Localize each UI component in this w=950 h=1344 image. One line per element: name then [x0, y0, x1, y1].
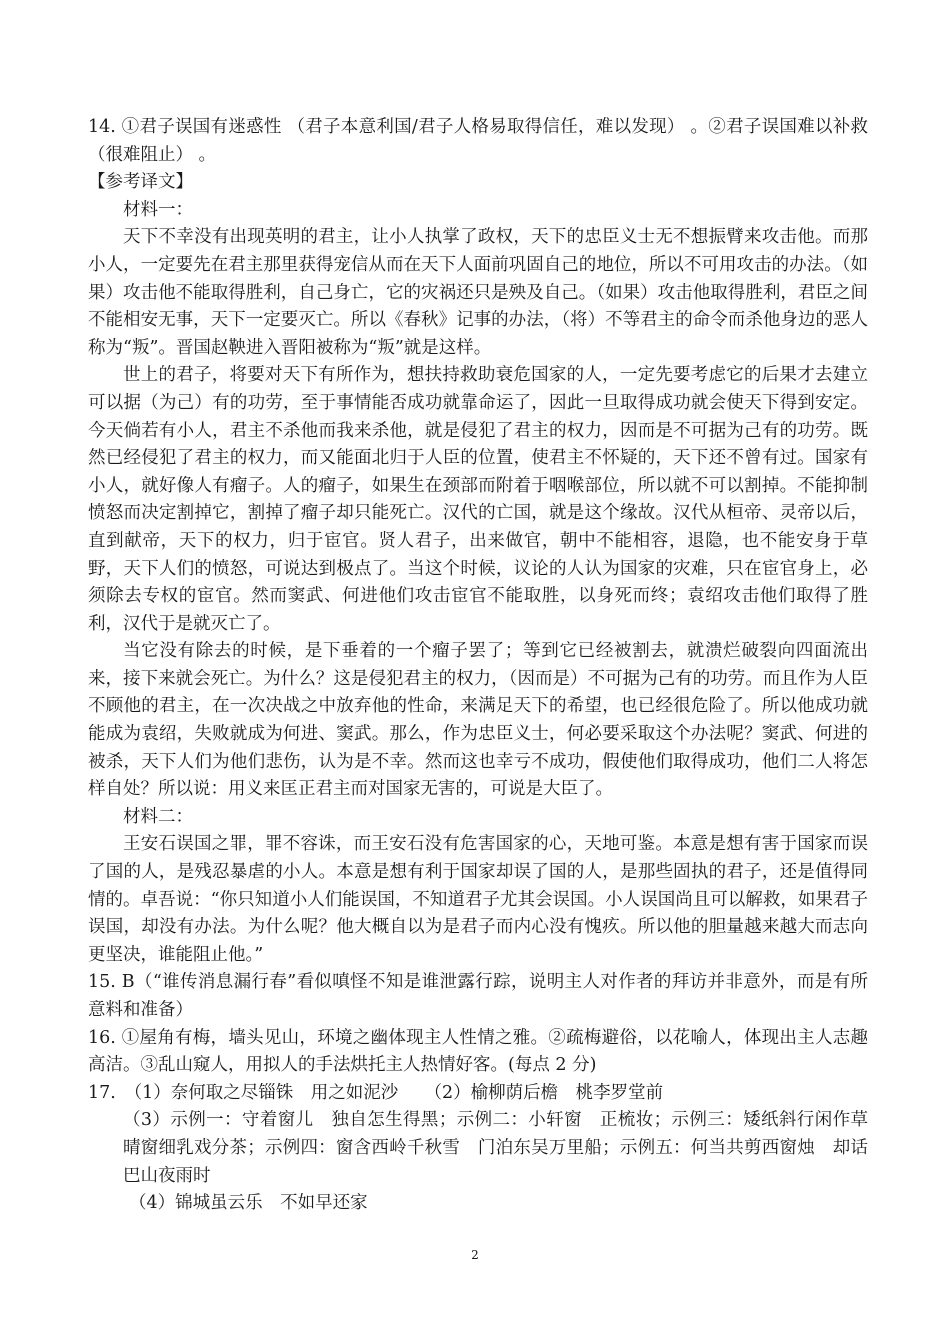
answer-14: 14. ①君子误国有迷惑性 （君子本意利国/君子人格易取得信任，难以发现） 。②君子误国难以补救（很难阻止） 。 [88, 117, 868, 165]
material-1-label: 材料一： [123, 199, 193, 220]
answer-15: 15. B（“谁传消息漏行春”看似嗔怪不知是谁泄露行踪，说明主人对作者的拜访并非意外，而是有所意料和准备） [88, 972, 868, 1020]
answer-17-part-1-2: 17. （1）奈何取之尽锱铢 用之如泥沙 （2）榆柳荫后檐 桃李罗堂前 [88, 1082, 664, 1103]
answer-17-part-3: （3）示例一：守着窗儿 独自怎生得黑；示例二：小轩窗 正梳妆；示例三：矮纸斜行闲作草 晴窗细乳戏分茶；示例四：窗含西岭千秋雪 门泊东吴万里船；示例五：何当共剪西窗烛 却话巴山夜雨时 [123, 1110, 886, 1186]
translation-heading: 【参考译文】 [88, 172, 193, 193]
material-1-paragraph-1: 天下不幸没有出现英明的君主，让小人执掌了政权，天下的忠臣义士无不想振臂来攻击他。而那小人，一定要先在君主那里获得宠信从而在天下人面前巩固自己的地位，所以不可用攻击的办法。（如果）攻击他不能取得胜利，自己身亡，它的灾祸还只是殃及自己。（如果）攻击他取得胜利，君臣之间不能相安无事，天下一定要灭亡。所以《春秋》记事的办法，（将）不等君主的命令而杀他身边的恶人称为“叛”。晋国赵鞅进入晋阳被称为“叛”就是这样。 [88, 227, 868, 358]
answer-content [88, 114, 886, 1218]
answer-17-part-4: （4）锦城虽云乐 不如早还家 [129, 1193, 368, 1214]
page-number: 2 [471, 1248, 479, 1262]
material-1-paragraph-3: 当它没有除去的时候，是下垂着的一个瘤子罢了；等到它已经被割去，就溃烂破裂向四面流出来，接下来就会死亡。为什么？这是侵犯君主的权力，（因而是）不可据为己有的功劳。而且作为人臣不顾他的君主，在一次决战之中放弃他的性命，来满足天下的希望，也已经很危险了。所以他成功就能成为袁绍，失败就成为何进、窦武。那么，作为忠臣义士，何必要采取这个办法呢？窦武、何进的被杀，天下人们为他们悲伤，认为是不幸。然而这也幸亏不成功，假使他们取得成功，他们二人将怎样自处？所以说：用义来匡正君主而对国家无害的，可说是大臣了。 [88, 641, 868, 800]
answer-16: 16. ①屋角有梅，墙头见山，环境之幽体现主人性情之雅。②疏梅避俗，以花喻人，体现出主人志趣高洁。③乱山窥人，用拟人的手法烘托主人热情好客。(每点 2 分) [88, 1027, 868, 1076]
material-2-paragraph-1: 王安石误国之罪，罪不容诛，而王安石没有危害国家的心，天地可鉴。本意是想有害于国家而误了国的人，是残忍暴虐的小人。本意是想有利于国家却误了国的人，是那些固执的君子，还是值得同情的。卓吾说：“你只知道小人们能误国，不知道君子尤其会误国。小人误国尚且可以解救，如果君子误国，却没有办法。为什么呢？他大概自以为是君子而内心没有愧疚。所以他的胆量越来越大而志向更坚决，谁能阻止他。” [88, 834, 868, 965]
material-2-label: 材料二： [123, 806, 193, 827]
material-1-paragraph-2: 世上的君子，将要对天下有所作为，想扶持救助衰危国家的人，一定先要考虑它的后果才去建立可以据（为己）有的功劳，至于事情能否成功就靠命运了，因此一旦取得成功就会使天下得到安定。今天倘若有小人，君主不杀他而我来杀他，就是侵犯了君主的权力，因而是不可据为己有的功劳。既然已经侵犯了君主的权力，而又能面北归于人臣的位置，使君主不怀疑的，天下还不曾有过。国家有小人，就好像人有瘤子。人的瘤子，如果生在颈部而附着于咽喉部位，所以就不可以割掉。不能抑制愤怒而决定割掉它，割掉了瘤子却只能死亡。汉代的亡国，就是这个缘故。汉代从桓帝、灵帝以后，直到献帝，天下的权力，归于宦官。贤人君子，出来做官，朝中不能相容，退隐，也不能安身于草野，天下人们的愤怒，可说达到极点了。当这个时候，议论的人认为国家的灾难，只在宦官身上，必须除去专权的宦官。然而窦武、何进他们攻击宦官不能取胜，以身死而终；袁绍攻击他们取得了胜利，汉代于是就灭亡了。 [88, 365, 868, 634]
